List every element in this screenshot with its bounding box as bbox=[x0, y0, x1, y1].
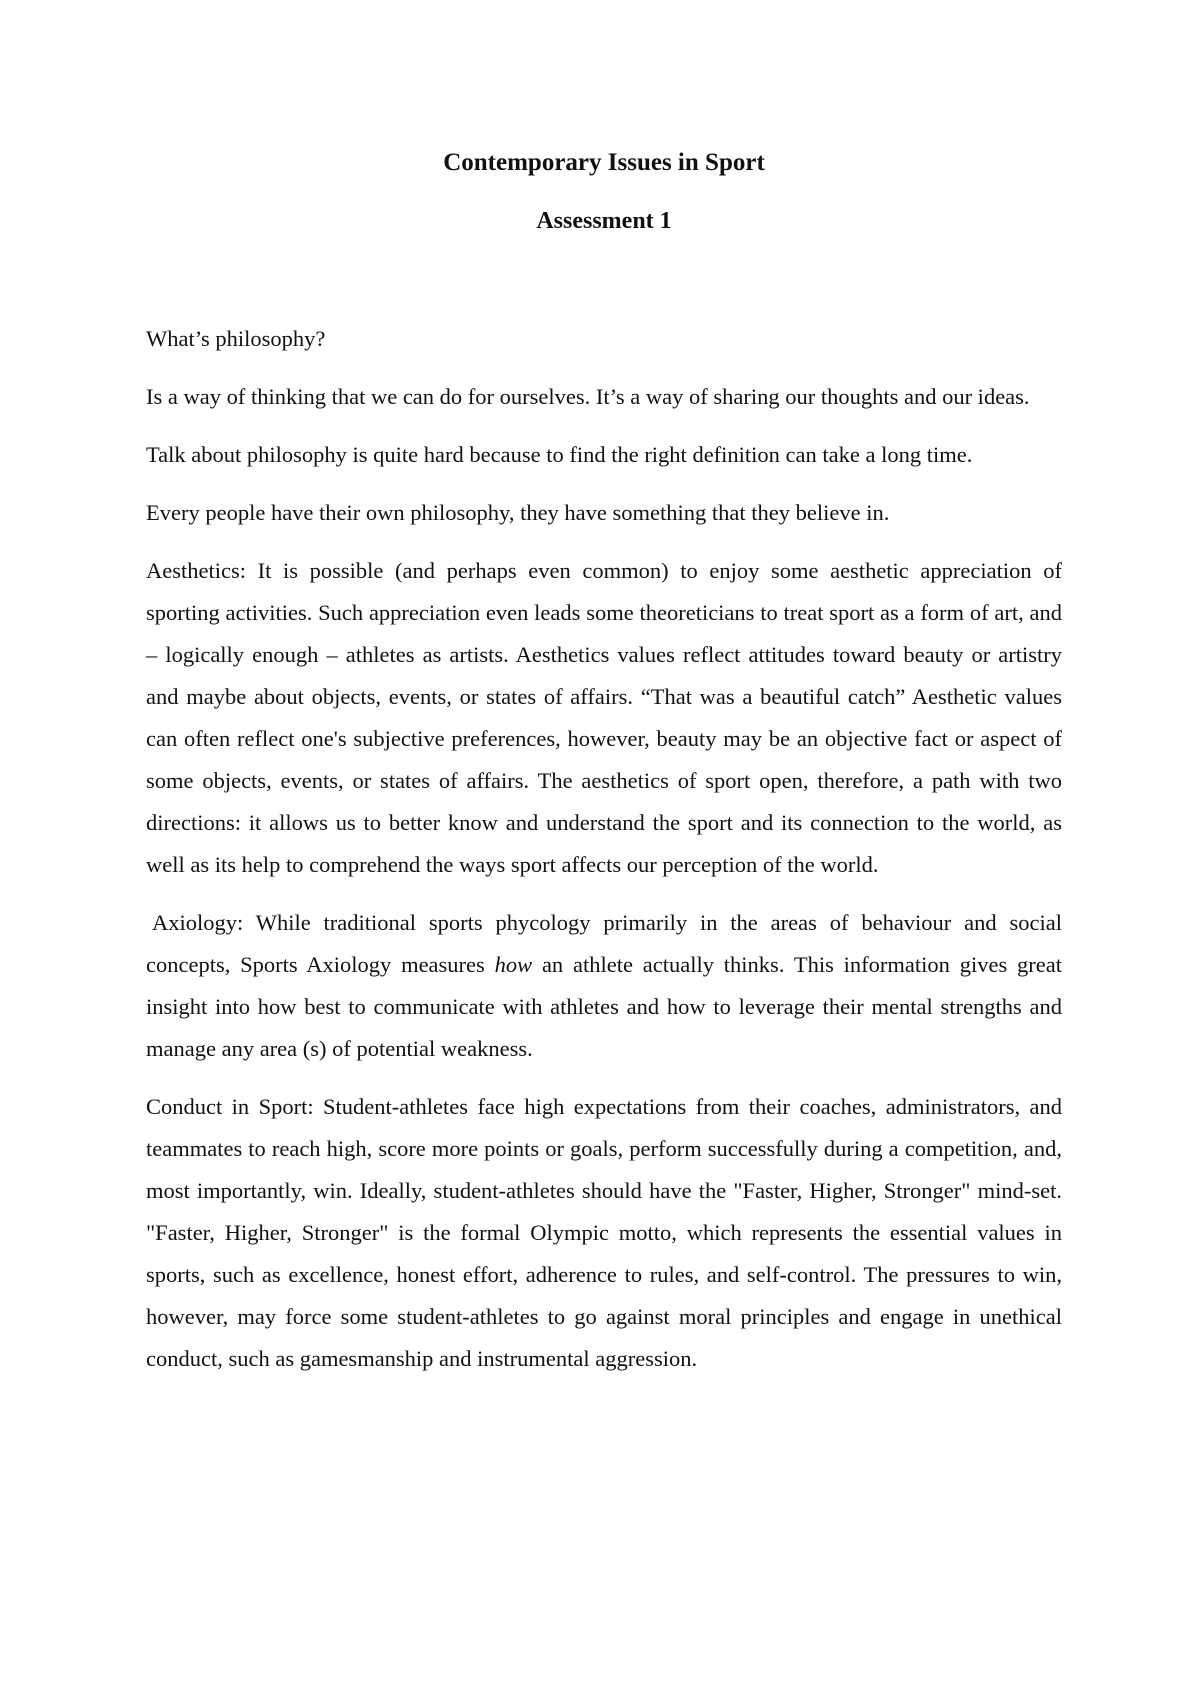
document-subtitle: Assessment 1 bbox=[536, 208, 672, 234]
question-heading: What’s philosophy? bbox=[146, 326, 326, 351]
document-body bbox=[146, 142, 1062, 1380]
document-title: Contemporary Issues in Sport bbox=[443, 149, 765, 176]
paragraph-difficulty: Talk about philosophy is quite hard because to find the right definition can take a long time. bbox=[146, 442, 973, 467]
paragraph-own-philosophy: Every people have their own philosophy, they have something that they believe in. bbox=[146, 500, 890, 525]
axiology-italic-word: how bbox=[494, 952, 533, 977]
paragraph-aesthetics: Aesthetics: It is possible (and perhaps even common) to enjoy some aesthetic appreciation of sporting activities. Such appreciation even leads some theoreticians to treat sport as a form of art, and – logically enough – athletes as artists. Aesthetics values reflect attitudes toward beauty or artistry and maybe about objects, events, or states of affairs. “That was a beautiful catch” Aesthetic values can often reflect one's subjective preferences, however, beauty may be an objective fact or aspect of some objects, events, or states of affairs. The aesthetics of sport open, therefore, a path with two directions: it allows us to better know and understand the sport and its connection to the world, as well as its help to comprehend the ways sport affects our perception of the world. bbox=[146, 558, 1062, 877]
paragraph-axiology bbox=[146, 902, 1062, 1070]
axiology-text-start: Axiology: While traditional sports phycology primarily in the areas of behaviour and social concepts, Sports Axiology measures bbox=[146, 910, 1062, 977]
paragraph-definition: Is a way of thinking that we can do for ourselves. It’s a way of sharing our thoughts and our ideas. bbox=[146, 384, 1030, 409]
axiology-text-end: an athlete actually thinks. This information gives great insight into how best to communicate with athletes and how to leverage their mental strengths and manage any area (s) of potential weakness. bbox=[146, 952, 1062, 1061]
paragraph-conduct: Conduct in Sport: Student-athletes face high expectations from their coaches, administrators, and teammates to reach high, score more points or goals, perform successfully during a competition, and, most importantly, win. Ideally, student-athletes should have the "Faster, Higher, Stronger" mind-set. "Faster, Higher, Stronger" is the formal Olympic motto, which represents the essential values in sports, such as excellence, honest effort, adherence to rules, and self-control. The pressures to win, however, may force some student-athletes to go against moral principles and engage in unethical conduct, such as gamesmanship and instrumental aggression. bbox=[146, 1094, 1062, 1371]
